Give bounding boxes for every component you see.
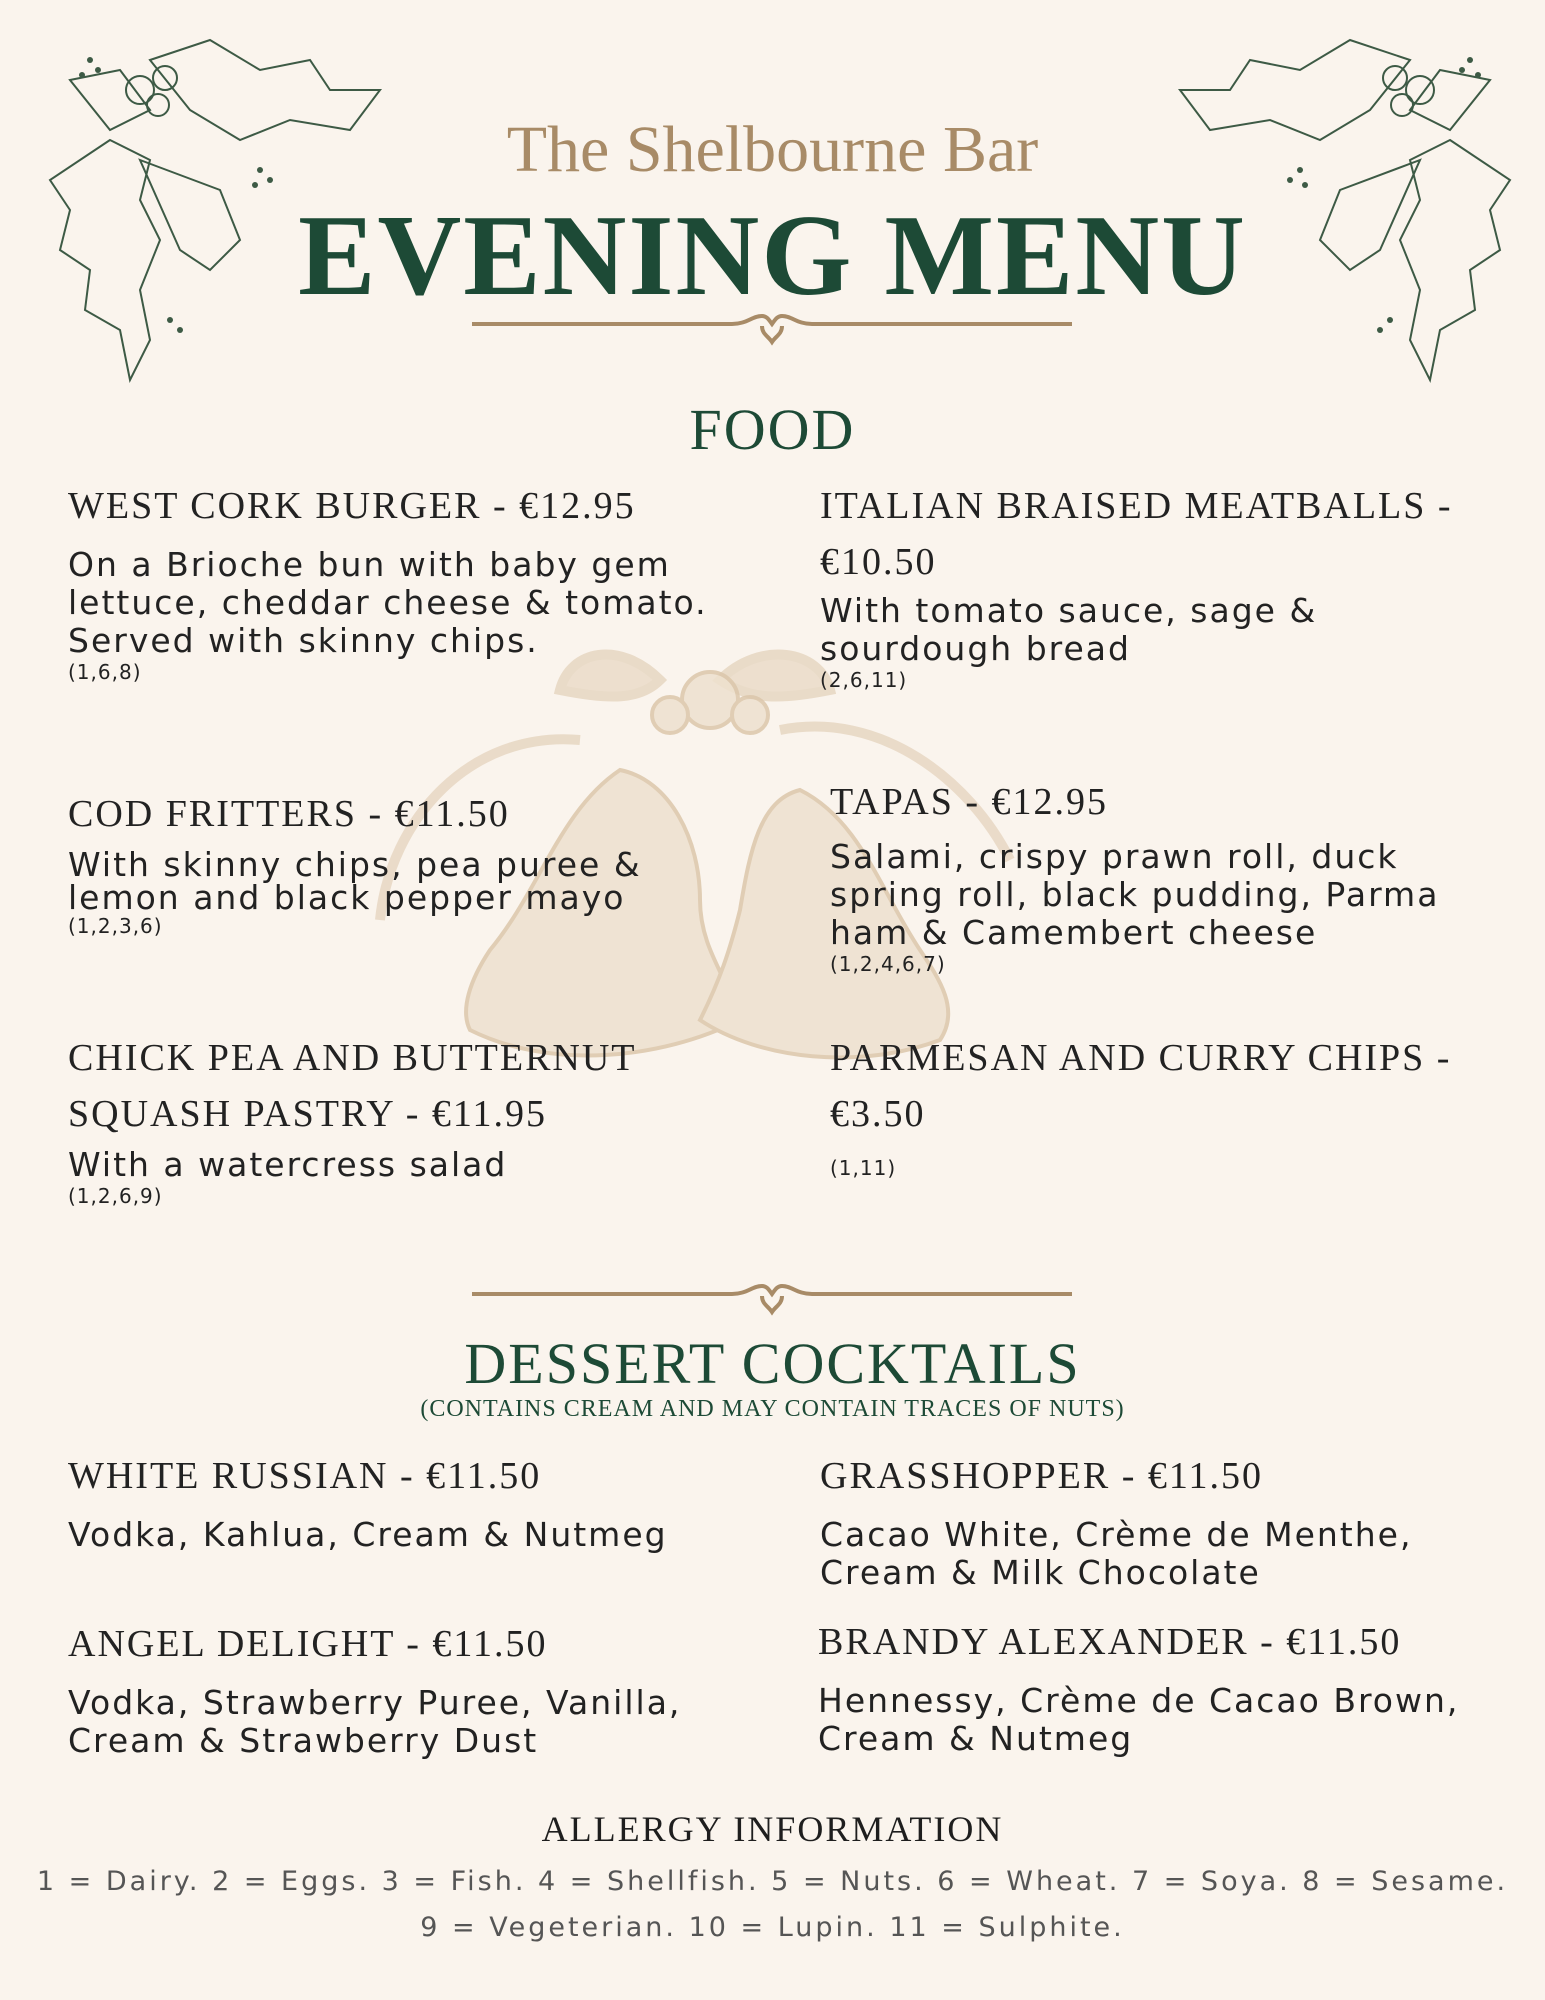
menu-item [68, 478, 768, 684]
menu-item-title: WEST CORK BURGER - €12.95 [68, 485, 636, 527]
menu-item-allergens: (2,6,11) [820, 668, 908, 692]
allergy-line-2: 9 = Vegeterian. 10 = Lupin. 11 = Sulphite. [420, 1912, 1125, 1943]
menu-item [68, 1616, 768, 1760]
allergy-line-1: 1 = Dairy. 2 = Eggs. 3 = Fish. 4 = Shellfish. 5 = Nuts. 6 = Wheat. 7 = Soya. 8 = Sesame. [36, 1866, 1509, 1897]
menu-item-desc: With tomato sauce, sage & sourdough bread [820, 591, 1318, 668]
menu-item [820, 1448, 1510, 1592]
menu-item [830, 1030, 1510, 1180]
menu-item-desc: Vodka, Kahlua, Cream & Nutmeg [68, 1515, 668, 1554]
ornament-divider-icon [462, 1280, 1082, 1320]
menu-item-desc: Salami, crispy prawn roll, duck spring roll, black pudding, Parma ham & Camembert cheese [830, 837, 1440, 952]
menu-item [818, 1614, 1518, 1758]
menu-item-title: ITALIAN BRAISED MEATBALLS - €10.50 [820, 485, 1453, 583]
cocktails-note: (CONTAINS CREAM AND MAY CONTAIN TRACES OF NUTS) [420, 1396, 1125, 1422]
menu-item-title: PARMESAN AND CURRY CHIPS - €3.50 [830, 1037, 1452, 1135]
menu-item-title: ANGEL DELIGHT - €11.50 [68, 1623, 548, 1665]
venue-name: The Shelbourne Bar [506, 113, 1039, 186]
menu-item-allergens: (1,11) [830, 1156, 897, 1180]
menu-item [830, 774, 1510, 976]
menu-item-desc: Vodka, Strawberry Puree, Vanilla, Cream & Strawberry Dust [68, 1683, 682, 1760]
menu-item [820, 478, 1500, 692]
menu-item-title: COD FRITTERS - €11.50 [68, 793, 510, 835]
menu-item [68, 786, 768, 938]
menu-item [68, 1448, 768, 1554]
menu-item-allergens: (1,2,6,9) [68, 1184, 163, 1208]
menu-item-title: GRASSHOPPER - €11.50 [820, 1455, 1263, 1497]
menu-item-desc: On a Brioche bun with baby gem lettuce, cheddar cheese & tomato. Served with skinny chips. [68, 545, 708, 660]
cocktails-heading: DESSERT COCKTAILS [464, 1331, 1081, 1396]
menu-item-allergens: (1,6,8) [68, 660, 142, 684]
ornament-divider-icon [462, 310, 1082, 350]
allergy-heading: ALLERGY INFORMATION [541, 1809, 1004, 1849]
menu-item-title: TAPAS - €12.95 [830, 781, 1108, 823]
menu-item-allergens: (1,2,3,6) [68, 914, 163, 938]
menu-item [68, 1030, 768, 1208]
menu-item-desc: With skinny chips, pea puree & lemon and black pepper mayo [68, 845, 642, 917]
menu-item-title: WHITE RUSSIAN - €11.50 [68, 1455, 542, 1497]
menu-item-desc: With a watercress salad [68, 1145, 508, 1184]
menu-item-title: BRANDY ALEXANDER - €11.50 [818, 1621, 1402, 1663]
menu-item-allergens: (1,2,4,6,7) [830, 952, 946, 976]
food-heading: FOOD [689, 397, 856, 462]
menu-item-desc: Hennessy, Crème de Cacao Brown, Cream & Nutmeg [818, 1681, 1460, 1758]
menu-item-desc: Cacao White, Crème de Menthe, Cream & Milk Chocolate [820, 1515, 1413, 1592]
page-title: EVENING MENU [298, 192, 1247, 320]
menu-item-title: CHICK PEA AND BUTTERNUT SQUASH PASTRY - €11.95 [68, 1037, 636, 1135]
